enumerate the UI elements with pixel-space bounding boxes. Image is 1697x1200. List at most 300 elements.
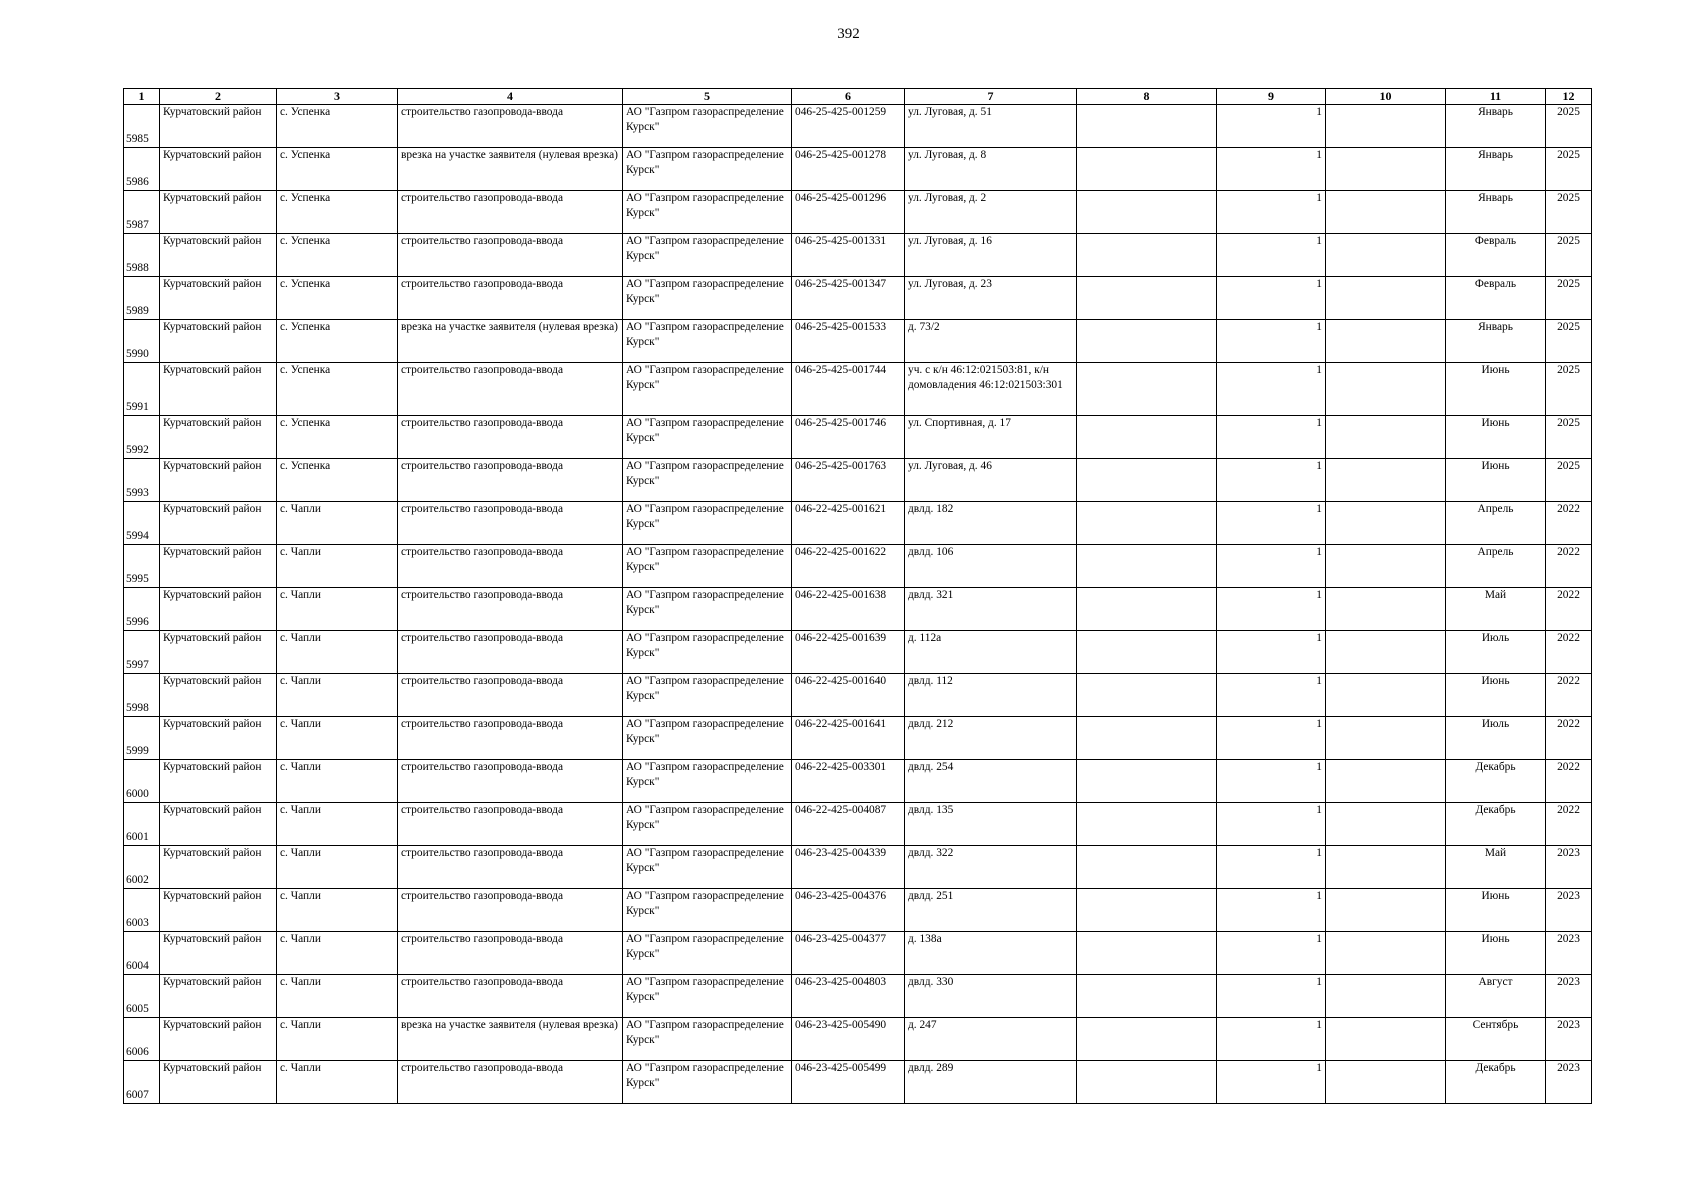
year-cell: 2025: [1546, 416, 1592, 459]
column-10-cell: [1326, 803, 1446, 846]
column-10-cell: [1326, 932, 1446, 975]
address-cell: д. 247: [905, 1018, 1077, 1061]
table-row: [124, 1061, 1592, 1104]
month-cell: Август: [1446, 975, 1546, 1018]
quantity-cell: 1: [1217, 846, 1326, 889]
row-number: 6004: [124, 932, 160, 975]
column-header: 2: [160, 89, 277, 105]
district-cell: Курчатовский район: [160, 502, 277, 545]
column-10-cell: [1326, 889, 1446, 932]
work-type-cell: строительство газопровода-ввода: [398, 545, 623, 588]
district-cell: Курчатовский район: [160, 459, 277, 502]
address-cell: двлд. 254: [905, 760, 1077, 803]
column-8-cell: [1077, 760, 1217, 803]
address-cell: двлд. 182: [905, 502, 1077, 545]
address-cell: д. 112а: [905, 631, 1077, 674]
quantity-cell: 1: [1217, 234, 1326, 277]
address-cell: ул. Луговая, д. 8: [905, 148, 1077, 191]
settlement-cell: с. Чапли: [277, 631, 398, 674]
settlement-cell: с. Чапли: [277, 545, 398, 588]
settlement-cell: с. Чапли: [277, 588, 398, 631]
application-code-cell: 046-22-425-001638: [792, 588, 905, 631]
row-number: 6002: [124, 846, 160, 889]
work-type-cell: строительство газопровода-ввода: [398, 975, 623, 1018]
month-cell: Февраль: [1446, 277, 1546, 320]
column-10-cell: [1326, 191, 1446, 234]
year-cell: 2023: [1546, 1061, 1592, 1104]
column-8-cell: [1077, 631, 1217, 674]
application-code-cell: 046-25-425-001347: [792, 277, 905, 320]
month-cell: Декабрь: [1446, 760, 1546, 803]
year-cell: 2022: [1546, 588, 1592, 631]
address-cell: ул. Луговая, д. 16: [905, 234, 1077, 277]
column-8-cell: [1077, 674, 1217, 717]
table-row: [124, 674, 1592, 717]
application-code-cell: 046-22-425-001641: [792, 717, 905, 760]
application-code-cell: 046-25-425-001259: [792, 105, 905, 148]
year-cell: 2022: [1546, 631, 1592, 674]
application-code-cell: 046-25-425-001746: [792, 416, 905, 459]
table-row: [124, 760, 1592, 803]
address-cell: двлд. 321: [905, 588, 1077, 631]
quantity-cell: 1: [1217, 277, 1326, 320]
table-row: [124, 545, 1592, 588]
application-code-cell: 046-22-425-001639: [792, 631, 905, 674]
settlement-cell: с. Чапли: [277, 502, 398, 545]
district-cell: Курчатовский район: [160, 148, 277, 191]
organization-cell: АО "Газпром газораспределение Курск": [623, 846, 792, 889]
year-cell: 2023: [1546, 1018, 1592, 1061]
month-cell: Июнь: [1446, 889, 1546, 932]
month-cell: Сентябрь: [1446, 1018, 1546, 1061]
month-cell: Январь: [1446, 148, 1546, 191]
address-cell: двлд. 322: [905, 846, 1077, 889]
table-row: [124, 363, 1592, 416]
row-number: 5993: [124, 459, 160, 502]
address-cell: ул. Спортивная, д. 17: [905, 416, 1077, 459]
month-cell: Апрель: [1446, 545, 1546, 588]
work-type-cell: врезка на участке заявителя (нулевая врезка): [398, 320, 623, 363]
work-type-cell: строительство газопровода-ввода: [398, 459, 623, 502]
address-cell: двлд. 251: [905, 889, 1077, 932]
table-row: [124, 932, 1592, 975]
district-cell: Курчатовский район: [160, 717, 277, 760]
month-cell: Июнь: [1446, 674, 1546, 717]
column-10-cell: [1326, 320, 1446, 363]
table-row: [124, 631, 1592, 674]
column-8-cell: [1077, 1061, 1217, 1104]
district-cell: Курчатовский район: [160, 889, 277, 932]
year-cell: 2022: [1546, 803, 1592, 846]
work-type-cell: строительство газопровода-ввода: [398, 234, 623, 277]
column-header: 12: [1546, 89, 1592, 105]
work-type-cell: строительство газопровода-ввода: [398, 674, 623, 717]
work-type-cell: строительство газопровода-ввода: [398, 416, 623, 459]
quantity-cell: 1: [1217, 889, 1326, 932]
address-cell: двлд. 289: [905, 1061, 1077, 1104]
table-header: [124, 89, 1592, 105]
settlement-cell: с. Успенка: [277, 320, 398, 363]
month-cell: Январь: [1446, 191, 1546, 234]
work-type-cell: строительство газопровода-ввода: [398, 889, 623, 932]
column-8-cell: [1077, 932, 1217, 975]
organization-cell: АО "Газпром газораспределение Курск": [623, 363, 792, 416]
work-type-cell: строительство газопровода-ввода: [398, 846, 623, 889]
table-row: [124, 277, 1592, 320]
quantity-cell: 1: [1217, 459, 1326, 502]
column-header: 4: [398, 89, 623, 105]
quantity-cell: 1: [1217, 191, 1326, 234]
organization-cell: АО "Газпром газораспределение Курск": [623, 760, 792, 803]
quantity-cell: 1: [1217, 760, 1326, 803]
column-10-cell: [1326, 631, 1446, 674]
address-cell: двлд. 112: [905, 674, 1077, 717]
district-cell: Курчатовский район: [160, 588, 277, 631]
quantity-cell: 1: [1217, 502, 1326, 545]
application-code-cell: 046-25-425-001296: [792, 191, 905, 234]
settlement-cell: с. Чапли: [277, 846, 398, 889]
year-cell: 2023: [1546, 846, 1592, 889]
table-row: [124, 234, 1592, 277]
district-cell: Курчатовский район: [160, 416, 277, 459]
month-cell: Июнь: [1446, 459, 1546, 502]
address-cell: ул. Луговая, д. 2: [905, 191, 1077, 234]
quantity-cell: 1: [1217, 975, 1326, 1018]
column-8-cell: [1077, 363, 1217, 416]
year-cell: 2022: [1546, 674, 1592, 717]
district-cell: Курчатовский район: [160, 674, 277, 717]
column-header: 5: [623, 89, 792, 105]
year-cell: 2023: [1546, 889, 1592, 932]
organization-cell: АО "Газпром газораспределение Курск": [623, 234, 792, 277]
district-cell: Курчатовский район: [160, 363, 277, 416]
district-cell: Курчатовский район: [160, 191, 277, 234]
settlement-cell: с. Чапли: [277, 803, 398, 846]
column-header: 9: [1217, 89, 1326, 105]
district-cell: Курчатовский район: [160, 932, 277, 975]
quantity-cell: 1: [1217, 148, 1326, 191]
district-cell: Курчатовский район: [160, 803, 277, 846]
organization-cell: АО "Газпром газораспределение Курск": [623, 975, 792, 1018]
column-header: 7: [905, 89, 1077, 105]
table-row: [124, 105, 1592, 148]
application-code-cell: 046-22-425-001621: [792, 502, 905, 545]
organization-cell: АО "Газпром газораспределение Курск": [623, 932, 792, 975]
organization-cell: АО "Газпром газораспределение Курск": [623, 803, 792, 846]
organization-cell: АО "Газпром газораспределение Курск": [623, 105, 792, 148]
organization-cell: АО "Газпром газораспределение Курск": [623, 320, 792, 363]
row-number: 5998: [124, 674, 160, 717]
application-code-cell: 046-23-425-004377: [792, 932, 905, 975]
application-code-cell: 046-23-425-005490: [792, 1018, 905, 1061]
column-10-cell: [1326, 1018, 1446, 1061]
column-8-cell: [1077, 545, 1217, 588]
year-cell: 2022: [1546, 502, 1592, 545]
month-cell: Июнь: [1446, 932, 1546, 975]
column-header: 8: [1077, 89, 1217, 105]
organization-cell: АО "Газпром газораспределение Курск": [623, 717, 792, 760]
column-header: 10: [1326, 89, 1446, 105]
settlement-cell: с. Успенка: [277, 234, 398, 277]
work-type-cell: строительство газопровода-ввода: [398, 191, 623, 234]
month-cell: Июль: [1446, 631, 1546, 674]
year-cell: 2025: [1546, 459, 1592, 502]
row-number: 5986: [124, 148, 160, 191]
table-row: [124, 1018, 1592, 1061]
row-number: 6001: [124, 803, 160, 846]
settlement-cell: с. Успенка: [277, 363, 398, 416]
organization-cell: АО "Газпром газораспределение Курск": [623, 674, 792, 717]
work-type-cell: строительство газопровода-ввода: [398, 717, 623, 760]
quantity-cell: 1: [1217, 631, 1326, 674]
application-code-cell: 046-22-425-004087: [792, 803, 905, 846]
header-row: [124, 89, 1592, 105]
column-10-cell: [1326, 105, 1446, 148]
year-cell: 2025: [1546, 148, 1592, 191]
organization-cell: АО "Газпром газораспределение Курск": [623, 148, 792, 191]
month-cell: Апрель: [1446, 502, 1546, 545]
work-type-cell: строительство газопровода-ввода: [398, 363, 623, 416]
application-code-cell: 046-22-425-001640: [792, 674, 905, 717]
organization-cell: АО "Газпром газораспределение Курск": [623, 277, 792, 320]
column-8-cell: [1077, 717, 1217, 760]
quantity-cell: 1: [1217, 416, 1326, 459]
table-body: [124, 105, 1592, 1104]
organization-cell: АО "Газпром газораспределение Курск": [623, 416, 792, 459]
settlement-cell: с. Чапли: [277, 760, 398, 803]
address-cell: уч. с к/н 46:12:021503:81, к/н домовладения 46:12:021503:301: [905, 363, 1077, 416]
year-cell: 2022: [1546, 545, 1592, 588]
work-type-cell: врезка на участке заявителя (нулевая врезка): [398, 148, 623, 191]
table-row: [124, 148, 1592, 191]
column-8-cell: [1077, 1018, 1217, 1061]
row-number: 6006: [124, 1018, 160, 1061]
application-code-cell: 046-25-425-001744: [792, 363, 905, 416]
register-table: [123, 88, 1592, 1104]
column-10-cell: [1326, 459, 1446, 502]
work-type-cell: строительство газопровода-ввода: [398, 1061, 623, 1104]
column-8-cell: [1077, 588, 1217, 631]
row-number: 6003: [124, 889, 160, 932]
settlement-cell: с. Чапли: [277, 717, 398, 760]
column-10-cell: [1326, 846, 1446, 889]
column-10-cell: [1326, 674, 1446, 717]
work-type-cell: врезка на участке заявителя (нулевая врезка): [398, 1018, 623, 1061]
table-row: [124, 975, 1592, 1018]
row-number: 5992: [124, 416, 160, 459]
quantity-cell: 1: [1217, 363, 1326, 416]
row-number: 5991: [124, 363, 160, 416]
column-header: 6: [792, 89, 905, 105]
application-code-cell: 046-23-425-005499: [792, 1061, 905, 1104]
application-code-cell: 046-25-425-001278: [792, 148, 905, 191]
row-number: 5990: [124, 320, 160, 363]
address-cell: двлд. 106: [905, 545, 1077, 588]
column-8-cell: [1077, 975, 1217, 1018]
address-cell: двлд. 212: [905, 717, 1077, 760]
row-number: 6005: [124, 975, 160, 1018]
application-code-cell: 046-25-425-001533: [792, 320, 905, 363]
row-number: 5988: [124, 234, 160, 277]
address-cell: двлд. 135: [905, 803, 1077, 846]
year-cell: 2025: [1546, 277, 1592, 320]
month-cell: Май: [1446, 588, 1546, 631]
district-cell: Курчатовский район: [160, 320, 277, 363]
month-cell: Июль: [1446, 717, 1546, 760]
column-8-cell: [1077, 277, 1217, 320]
row-number: 5996: [124, 588, 160, 631]
column-10-cell: [1326, 760, 1446, 803]
work-type-cell: строительство газопровода-ввода: [398, 105, 623, 148]
column-10-cell: [1326, 502, 1446, 545]
settlement-cell: с. Чапли: [277, 932, 398, 975]
column-10-cell: [1326, 234, 1446, 277]
page-number: 392: [837, 26, 860, 42]
quantity-cell: 1: [1217, 1018, 1326, 1061]
address-cell: ул. Луговая, д. 23: [905, 277, 1077, 320]
quantity-cell: 1: [1217, 105, 1326, 148]
quantity-cell: 1: [1217, 717, 1326, 760]
work-type-cell: строительство газопровода-ввода: [398, 631, 623, 674]
settlement-cell: с. Успенка: [277, 191, 398, 234]
district-cell: Курчатовский район: [160, 234, 277, 277]
organization-cell: АО "Газпром газораспределение Курск": [623, 1018, 792, 1061]
column-8-cell: [1077, 320, 1217, 363]
year-cell: 2025: [1546, 105, 1592, 148]
district-cell: Курчатовский район: [160, 1018, 277, 1061]
district-cell: Курчатовский район: [160, 760, 277, 803]
address-cell: д. 73/2: [905, 320, 1077, 363]
year-cell: 2025: [1546, 320, 1592, 363]
month-cell: Январь: [1446, 105, 1546, 148]
column-10-cell: [1326, 545, 1446, 588]
row-number: 5997: [124, 631, 160, 674]
organization-cell: АО "Газпром газораспределение Курск": [623, 459, 792, 502]
column-8-cell: [1077, 459, 1217, 502]
work-type-cell: строительство газопровода-ввода: [398, 932, 623, 975]
work-type-cell: строительство газопровода-ввода: [398, 277, 623, 320]
column-header: 1: [124, 89, 160, 105]
column-8-cell: [1077, 234, 1217, 277]
table-row: [124, 459, 1592, 502]
column-10-cell: [1326, 588, 1446, 631]
district-cell: Курчатовский район: [160, 975, 277, 1018]
row-number: 6007: [124, 1061, 160, 1104]
row-number: 5999: [124, 717, 160, 760]
row-number: 5995: [124, 545, 160, 588]
year-cell: 2022: [1546, 760, 1592, 803]
address-cell: двлд. 330: [905, 975, 1077, 1018]
settlement-cell: с. Чапли: [277, 1018, 398, 1061]
column-10-cell: [1326, 277, 1446, 320]
quantity-cell: 1: [1217, 320, 1326, 363]
row-number: 5985: [124, 105, 160, 148]
year-cell: 2023: [1546, 932, 1592, 975]
column-8-cell: [1077, 191, 1217, 234]
year-cell: 2022: [1546, 717, 1592, 760]
settlement-cell: с. Успенка: [277, 148, 398, 191]
organization-cell: АО "Газпром газораспределение Курск": [623, 588, 792, 631]
settlement-cell: с. Чапли: [277, 889, 398, 932]
column-8-cell: [1077, 105, 1217, 148]
settlement-cell: с. Чапли: [277, 674, 398, 717]
month-cell: Декабрь: [1446, 803, 1546, 846]
month-cell: Февраль: [1446, 234, 1546, 277]
work-type-cell: строительство газопровода-ввода: [398, 588, 623, 631]
table-row: [124, 191, 1592, 234]
month-cell: Июнь: [1446, 416, 1546, 459]
column-8-cell: [1077, 889, 1217, 932]
organization-cell: АО "Газпром газораспределение Курск": [623, 631, 792, 674]
quantity-cell: 1: [1217, 545, 1326, 588]
column-10-cell: [1326, 1061, 1446, 1104]
settlement-cell: с. Успенка: [277, 105, 398, 148]
row-number: 5989: [124, 277, 160, 320]
organization-cell: АО "Газпром газораспределение Курск": [623, 889, 792, 932]
table-row: [124, 717, 1592, 760]
year-cell: 2025: [1546, 234, 1592, 277]
table-row: [124, 502, 1592, 545]
column-header: 3: [277, 89, 398, 105]
organization-cell: АО "Газпром газораспределение Курск": [623, 502, 792, 545]
quantity-cell: 1: [1217, 588, 1326, 631]
district-cell: Курчатовский район: [160, 631, 277, 674]
year-cell: 2023: [1546, 975, 1592, 1018]
organization-cell: АО "Газпром газораспределение Курск": [623, 191, 792, 234]
column-8-cell: [1077, 148, 1217, 191]
column-10-cell: [1326, 717, 1446, 760]
application-code-cell: 046-23-425-004803: [792, 975, 905, 1018]
settlement-cell: с. Успенка: [277, 459, 398, 502]
quantity-cell: 1: [1217, 674, 1326, 717]
column-header: 11: [1446, 89, 1546, 105]
table-row: [124, 803, 1592, 846]
table-row: [124, 889, 1592, 932]
settlement-cell: с. Успенка: [277, 416, 398, 459]
district-cell: Курчатовский район: [160, 1061, 277, 1104]
address-cell: д. 138а: [905, 932, 1077, 975]
address-cell: ул. Луговая, д. 51: [905, 105, 1077, 148]
column-10-cell: [1326, 416, 1446, 459]
column-8-cell: [1077, 502, 1217, 545]
work-type-cell: строительство газопровода-ввода: [398, 502, 623, 545]
settlement-cell: с. Чапли: [277, 975, 398, 1018]
table-row: [124, 416, 1592, 459]
column-10-cell: [1326, 975, 1446, 1018]
column-8-cell: [1077, 416, 1217, 459]
application-code-cell: 046-23-425-004376: [792, 889, 905, 932]
row-number: 5994: [124, 502, 160, 545]
district-cell: Курчатовский район: [160, 105, 277, 148]
quantity-cell: 1: [1217, 803, 1326, 846]
district-cell: Курчатовский район: [160, 277, 277, 320]
work-type-cell: строительство газопровода-ввода: [398, 760, 623, 803]
address-cell: ул. Луговая, д. 46: [905, 459, 1077, 502]
table-row: [124, 320, 1592, 363]
year-cell: 2025: [1546, 363, 1592, 416]
work-type-cell: строительство газопровода-ввода: [398, 803, 623, 846]
month-cell: Май: [1446, 846, 1546, 889]
organization-cell: АО "Газпром газораспределение Курск": [623, 1061, 792, 1104]
table-row: [124, 846, 1592, 889]
settlement-cell: с. Успенка: [277, 277, 398, 320]
row-number: 6000: [124, 760, 160, 803]
district-cell: Курчатовский район: [160, 545, 277, 588]
month-cell: Январь: [1446, 320, 1546, 363]
application-code-cell: 046-22-425-001622: [792, 545, 905, 588]
quantity-cell: 1: [1217, 932, 1326, 975]
organization-cell: АО "Газпром газораспределение Курск": [623, 545, 792, 588]
